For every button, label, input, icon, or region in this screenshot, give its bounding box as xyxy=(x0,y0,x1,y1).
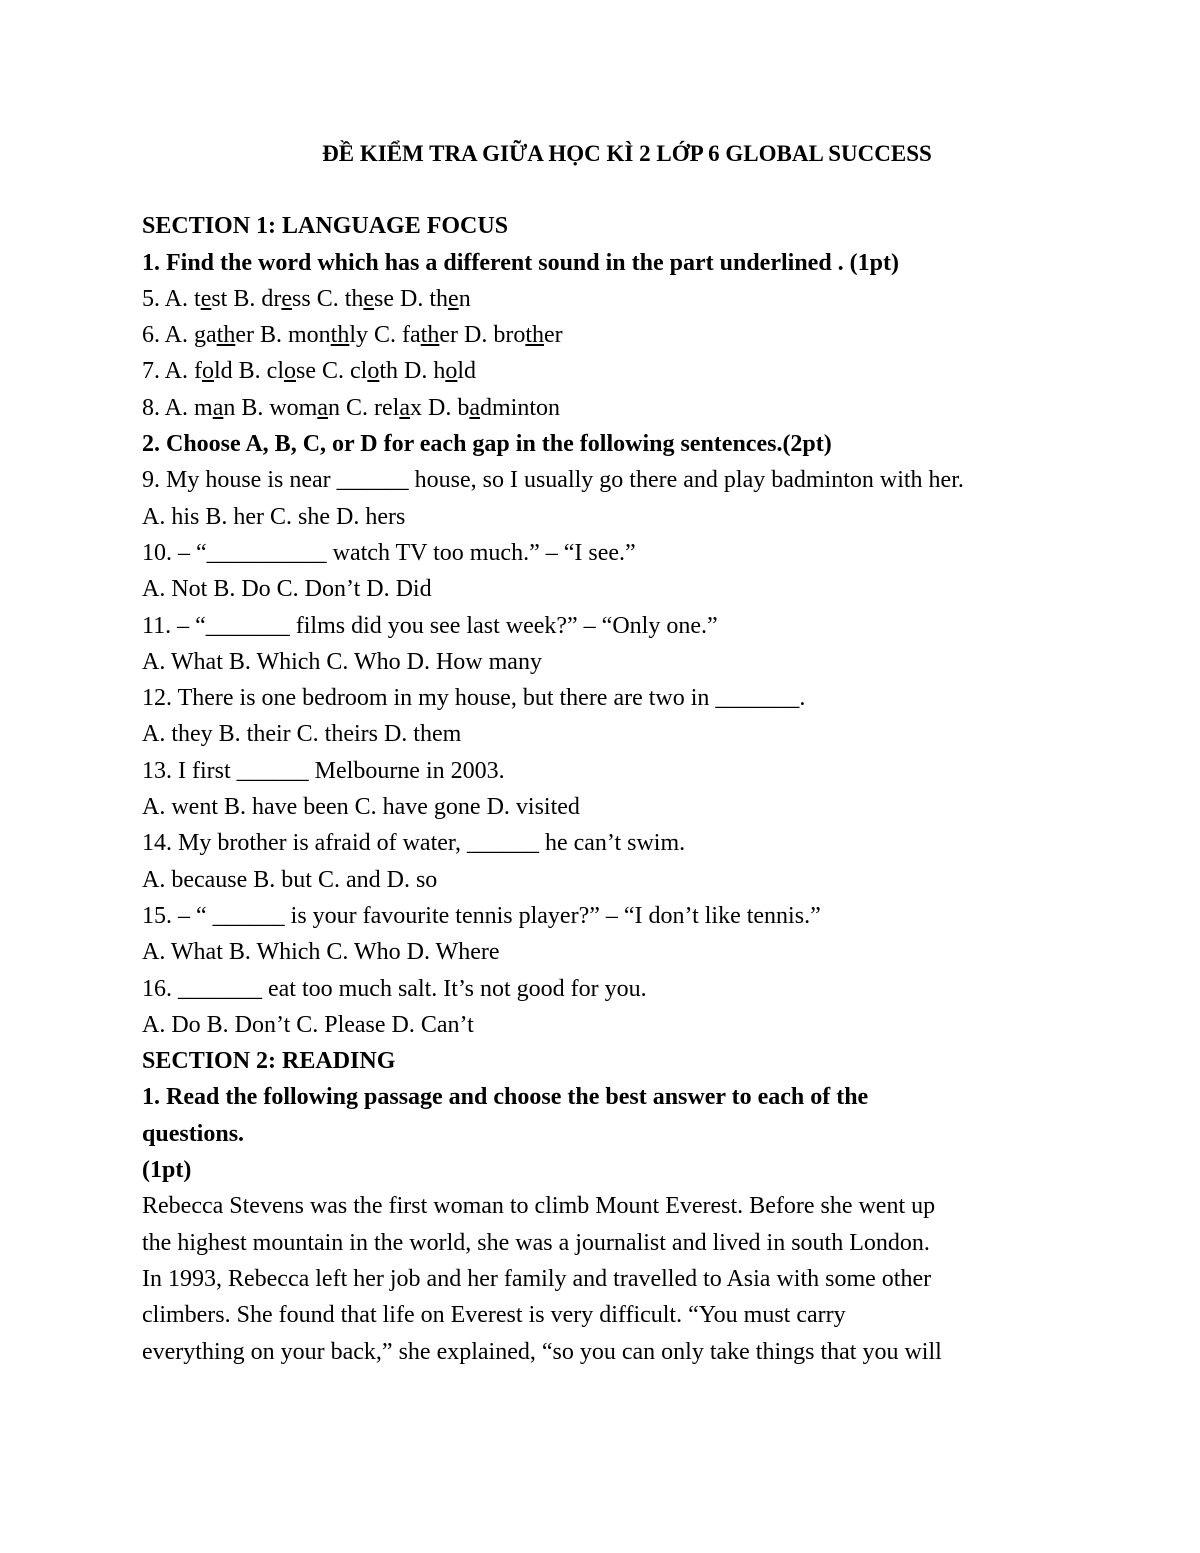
text-segment: se D. th xyxy=(374,285,449,312)
underlined-segment: th xyxy=(216,322,236,349)
reading-passage xyxy=(142,1188,1072,1369)
answer-options: A. because B. but C. and D. so xyxy=(142,866,438,893)
passage-line: In 1993, Rebecca left her job and her family and travelled to Asia with some other xyxy=(142,1265,932,1292)
answer-options: A. Do B. Don’t C. Please D. Can’t xyxy=(142,1011,474,1038)
text-segment: st B. dr xyxy=(211,285,282,312)
question-text: 15. – “ ______ is your favourite tennis player?” – “I don’t like tennis.” xyxy=(142,902,821,929)
text-segment: x D. b xyxy=(410,394,470,421)
text-segment: er B. mon xyxy=(235,322,331,349)
phonetics-item xyxy=(142,390,1072,426)
phonetics-item xyxy=(142,281,1072,317)
answer-options: A. his B. her C. she D. hers xyxy=(142,503,406,530)
text-segment: ly C. fa xyxy=(349,322,421,349)
passage-line: Rebecca Stevens was the first woman to climb Mount Everest. Before she went up xyxy=(142,1193,936,1220)
part2-instruction: 2. Choose A, B, C, or D for each gap in the following sentences.(2pt) xyxy=(142,431,832,458)
text-segment: ss C. th xyxy=(292,285,364,312)
part1-instruction: 1. Find the word which has a different sound in the part underlined . (1pt) xyxy=(142,249,899,276)
underlined-segment: e xyxy=(200,285,212,312)
underlined-segment: e xyxy=(281,285,293,312)
text-segment: ld B. cl xyxy=(214,358,284,385)
underlined-segment: o xyxy=(445,358,458,385)
text-segment: 8. A. m xyxy=(142,394,213,421)
text-segment: n B. wom xyxy=(223,394,318,421)
question-text: 13. I first ______ Melbourne in 2003. xyxy=(142,757,505,784)
reading-points: (1pt) xyxy=(142,1157,192,1184)
question-text: 14. My brother is afraid of water, ______ he can’t swim. xyxy=(142,830,686,857)
phonetics-item xyxy=(142,317,1072,353)
underlined-segment: a xyxy=(212,394,224,421)
underlined-segment: o xyxy=(367,358,380,385)
answer-options: A. Not B. Do C. Don’t D. Did xyxy=(142,576,432,603)
underlined-segment: o xyxy=(202,358,214,385)
document-title: ĐỀ KIỂM TRA GIỮA HỌC KÌ 2 LỚP 6 GLOBAL SUCCESS xyxy=(322,141,932,166)
question-text: 16. _______ eat too much salt. It’s not good for you. xyxy=(142,975,647,1002)
section2-heading: SECTION 2: READING xyxy=(142,1048,396,1075)
underlined-segment: e xyxy=(363,285,375,312)
question-text: 9. My house is near ______ house, so I usually go there and play badminton with her. xyxy=(142,467,964,494)
text-segment: n xyxy=(458,285,471,312)
underlined-segment: a xyxy=(469,394,480,421)
passage-line: climbers. She found that life on Everest is very difficult. “You must carry xyxy=(142,1302,846,1329)
answer-options: A. they B. their C. theirs D. them xyxy=(142,721,462,748)
underlined-segment: th xyxy=(330,322,350,349)
underlined-segment: th xyxy=(525,322,544,349)
question-text: 12. There is one bedroom in my house, but there are two in _______. xyxy=(142,685,806,712)
underlined-segment: th xyxy=(420,322,440,349)
underlined-segment: o xyxy=(284,358,296,385)
reading-instruction-line1: 1. Read the following passage and choose the best answer to each of the xyxy=(142,1084,869,1111)
text-segment: er xyxy=(543,322,563,349)
passage-line: everything on your back,” she explained, “so you can only take things that you will xyxy=(142,1338,942,1365)
section1-heading: SECTION 1: LANGUAGE FOCUS xyxy=(142,213,509,240)
text-segment: 7. A. f xyxy=(142,358,202,385)
question-text: 10. – “__________ watch TV too much.” – “I see.” xyxy=(142,539,636,566)
phonetics-questions xyxy=(142,281,1072,426)
underlined-segment: a xyxy=(317,394,329,421)
document-page xyxy=(142,136,1072,1370)
answer-options: A. went B. have been C. have gone D. visited xyxy=(142,794,580,821)
underlined-segment: e xyxy=(448,285,459,312)
multiple-choice-questions xyxy=(142,462,1072,1043)
text-segment: 5. A. t xyxy=(142,285,201,312)
question-text: 11. – “_______ films did you see last week?” – “Only one.” xyxy=(142,612,718,639)
text-segment: se C. cl xyxy=(296,358,368,385)
phonetics-item xyxy=(142,353,1072,389)
text-segment: 6. A. ga xyxy=(142,322,217,349)
text-segment: ld xyxy=(457,358,476,385)
reading-instruction-line2: questions. xyxy=(142,1120,245,1147)
passage-line: the highest mountain in the world, she was a journalist and lived in south London. xyxy=(142,1229,930,1256)
text-segment: th D. h xyxy=(379,358,446,385)
answer-options: A. What B. Which C. Who D. How many xyxy=(142,648,542,675)
text-segment: dminton xyxy=(480,394,561,421)
text-segment: n C. rel xyxy=(328,394,400,421)
underlined-segment: a xyxy=(399,394,410,421)
answer-options: A. What B. Which C. Who D. Where xyxy=(142,939,500,966)
text-segment: er D. bro xyxy=(439,322,526,349)
